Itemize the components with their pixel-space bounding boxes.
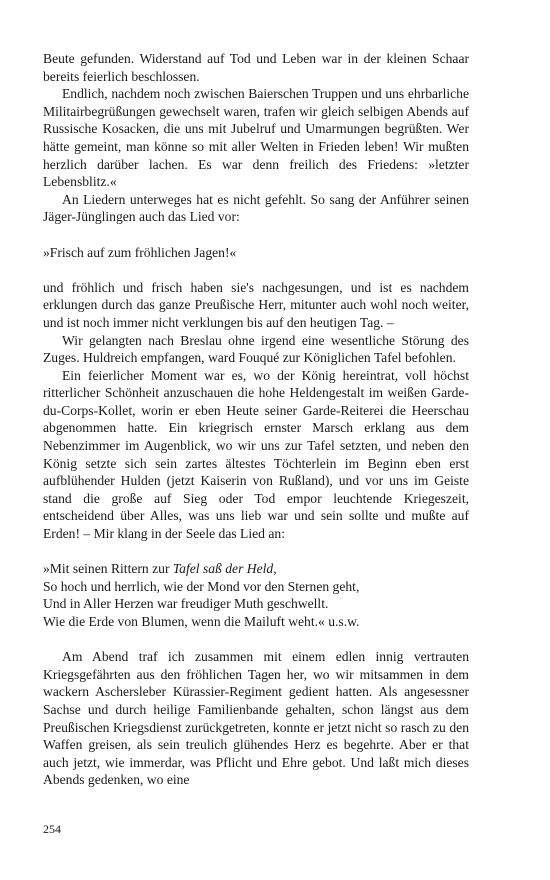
paragraph: Beute gefunden. Widerstand auf Tod und Leben war in der kleinen Schaar bereits feierlich beschlossen.: [43, 51, 469, 84]
verse-line-text: »Mit seinen Rittern zur: [43, 561, 173, 577]
spacer: [43, 261, 469, 279]
paragraph: und fröhlich und frisch haben sie's nachgesungen, und ist es nachdem erklungen durch das ganze Preußische Herr, mitunter auch wohl noch weiter, und ist noch immer nicht verklungen bis auf den heutigen Tag. –: [43, 279, 469, 330]
paragraph: Ein feierlicher Moment war es, wo der König hereintrat, voll höchst ritterlicher Schönheit anzuschauen die hohe Heldengestalt im weißen Garde-du-Corps-Kollet, worin er eben Heute seiner Garde-Reiterei die Heerschau abgenommen hatte. Ein kriegrisch ernster Marsch erklang aus dem Nebenzimmer im Augenblick, wo wir uns zur Tafel setzten, und neben den König setzte sich sein zartes ältestes Töchterlein im Beginn eben erst aufblühender Hulden (jetzt Kaiserin von Rußland), und vor uns im Geiste stand die große auf Sieg oder Tod empor leuchtende Kriegeszeit, entscheidend über Alles, was uns lieb war und sein sollte und mußte auf Erden! – Mir klang in der Seele das Lied an:: [43, 367, 469, 542]
page-number: 254: [43, 822, 61, 836]
spacer: [43, 631, 469, 649]
paragraph: Am Abend traf ich zusammen mit einem edlen innig vertrauten Kriegsgefährten aus den fröhlichen Tagen her, wo wir mitsammen in dem wackern Aschersleber Kürassier-Regiment gedient hatten. Als angesessner Sachse und durch heilige Familienbande gehalten, schon längst aus dem Preußischen Kriegsdienst zurückgetreten, konnte er jetzt nicht so rasch zu den Waffen greisen, als sein treulich glühendes Herz es begehrte. Aber er that auch jetzt, wie immerdar, was Pflicht und Ehre gebot. Und laßt mich dieses Abends gedenken, wo eine: [43, 649, 469, 788]
spacer: [43, 543, 469, 561]
verse-line: [43, 560, 469, 578]
verse-line: Und in Aller Herzen war freudiger Muth geschwellt.: [43, 596, 329, 612]
page-body: [43, 50, 469, 789]
verse-line: Wie die Erde von Blumen, wenn die Mailuft weht.« u.s.w.: [43, 614, 360, 629]
song-quote: »Frisch auf zum fröhlichen Jagen!«: [43, 244, 237, 260]
verse-line-italic: Tafel saß der Held,: [172, 561, 277, 577]
verse-block: [43, 560, 469, 630]
paragraph: Wir gelangten nach Breslau ohne irgend eine wesentliche Störung des Zuges. Huldreich empfangen, ward Fouqué zur Königlichen Tafel befohlen.: [43, 332, 469, 366]
spacer: [43, 226, 469, 244]
paragraph: Endlich, nachdem noch zwischen Baierschen Truppen und uns ehrbarliche Militairbegrüßungen gewechselt waren, trafen wir gleich selbigen Abends auf Russische Kosacken, die uns mit Jubelruf und Umarmungen begrüßten. Wer hätte gemeint, man könne so mit aller Welten in Frieden leben! Wir mußten herzlich darüber lachen. Es war denn freilich des Friedens: »letzter Lebensblitz.«: [43, 86, 469, 190]
verse-line: So hoch und herrlich, wie der Mond vor den Sternen geht,: [43, 578, 360, 594]
paragraph: An Liedern unterweges hat es nicht gefehlt. So sang der Anführer seinen Jäger-Jünglingen auch das Lied vor:: [43, 191, 469, 225]
